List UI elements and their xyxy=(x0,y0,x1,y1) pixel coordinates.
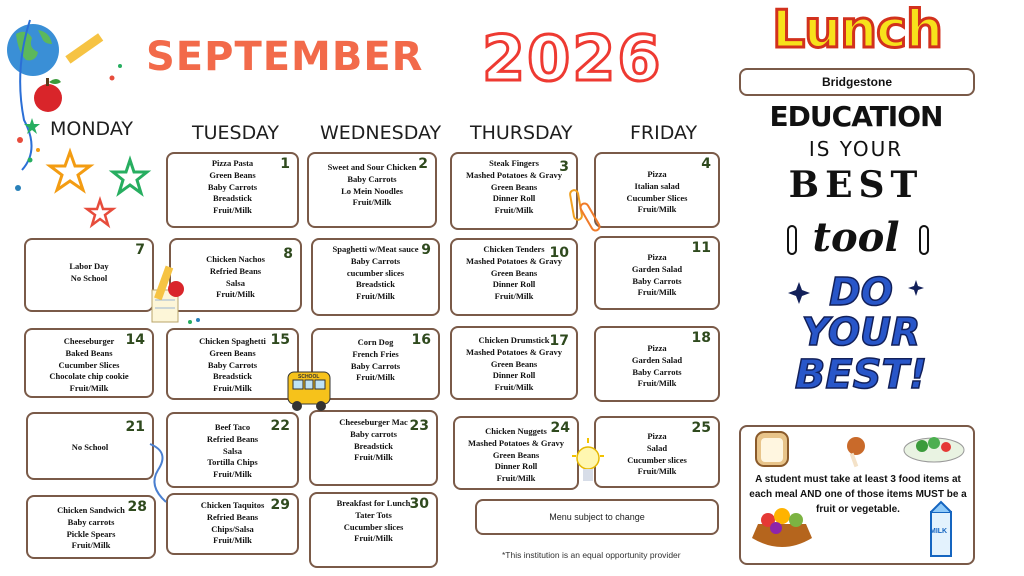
day-cell-28 xyxy=(26,495,156,559)
menu-item: Pizza Pasta xyxy=(211,158,254,168)
menu-item: Breadstick xyxy=(212,193,253,204)
menu-item: Baby Carrots xyxy=(207,181,258,192)
motto-line-2: YOUR xyxy=(801,310,921,354)
menu-item: Baby carrots xyxy=(350,428,397,439)
equal-opportunity-footer: *This institution is an equal opportunity provider xyxy=(502,550,681,560)
menu-item: Fruit/Milk xyxy=(637,378,677,389)
menu-item: Corn Dog xyxy=(357,337,394,347)
menu-item: Fruit/Milk xyxy=(496,473,536,484)
menu-item: Mashed Potatoes & Gravy xyxy=(465,169,563,180)
menu-item: No School xyxy=(70,272,108,283)
milk-label: MILK xyxy=(930,528,948,535)
slogan-line-4: tool xyxy=(812,214,900,261)
day-number: 2 xyxy=(418,156,428,172)
bus-sign: SCHOOL xyxy=(298,374,320,380)
day-header-thursday: THURSDAY xyxy=(470,122,573,144)
menu-item: French Fries xyxy=(352,348,399,359)
slogan-line-1: EDUCATION xyxy=(769,100,943,133)
meal-rule-text: A student must take at least 3 food items at each meal AND one of those items MUST be a fruit or vegetable. xyxy=(749,474,967,515)
day-cell-22 xyxy=(166,412,299,488)
day-number: 7 xyxy=(135,242,145,258)
menu-item: Chicken Spaghetti xyxy=(199,336,266,346)
day-number: 18 xyxy=(691,330,711,346)
menu-item: Pizza xyxy=(647,169,667,179)
paperclip-icon xyxy=(568,186,608,240)
menu-item: Italian salad xyxy=(634,180,680,191)
day-number: 25 xyxy=(691,420,711,436)
menu-item: Chips/Salsa xyxy=(211,523,254,534)
day-cell-29 xyxy=(166,493,299,555)
paperclip-icon xyxy=(784,220,934,270)
menu-item: Baby Carrots xyxy=(632,366,682,377)
menu-item: Pizza xyxy=(647,252,667,262)
menu-item: Lo Mein Noodles xyxy=(341,185,403,196)
day-number: 24 xyxy=(550,420,570,436)
day-number: 1 xyxy=(280,156,290,172)
day-cell-9 xyxy=(311,238,440,316)
menu-item: Fruit/Milk xyxy=(637,466,677,477)
day-cell-7 xyxy=(24,238,154,312)
menu-item: Green Beans xyxy=(209,347,256,358)
menu-item: Fruit/Milk xyxy=(213,205,252,216)
menu-item: Cucumber slices xyxy=(343,521,404,532)
menu-item: Fruit/Milk xyxy=(71,540,111,551)
menu-item: Chicken Taquitos xyxy=(200,500,265,510)
menu-item: Tater Tots xyxy=(355,509,392,520)
day-number: 4 xyxy=(701,156,711,172)
menu-item: Green Beans xyxy=(492,449,540,460)
menu-item: Fruit/Milk xyxy=(352,197,392,208)
menu-item: Fruit/Milk xyxy=(494,205,534,216)
menu-item: Cheeseburger Mac xyxy=(339,417,408,427)
menu-item: Fruit/Milk xyxy=(213,383,252,394)
menu-item: Garden Salad xyxy=(631,354,683,365)
day-cell-17 xyxy=(450,326,578,400)
menu-item: Green Beans xyxy=(490,358,538,369)
menu-item: Baby Carrots xyxy=(632,275,682,286)
lunch-heading: Lunch xyxy=(772,0,943,60)
day-number: 9 xyxy=(421,242,431,258)
menu-item: Garden Salad xyxy=(631,263,683,274)
day-cell-4 xyxy=(594,152,720,228)
menu-item: Tortilla Chips xyxy=(207,457,258,468)
menu-item: Dinner Roll xyxy=(492,370,536,381)
day-number: 3 xyxy=(559,159,569,175)
day-cell-18 xyxy=(594,326,720,402)
menu-item: Baked Beans xyxy=(65,347,113,358)
lightbulb-icon xyxy=(568,434,608,494)
day-number: 15 xyxy=(270,332,290,348)
menu-item: Chicken Nuggets xyxy=(485,426,547,436)
menu-item: Breadstick xyxy=(355,279,396,290)
day-cell-24 xyxy=(453,416,579,490)
menu-item: Chicken Nachos xyxy=(206,254,265,264)
day-header-wednesday: WEDNESDAY xyxy=(320,122,442,144)
menu-item: Pizza xyxy=(647,343,667,353)
menu-item: Dinner Roll xyxy=(494,461,538,472)
menu-item: Fruit/Milk xyxy=(494,291,534,302)
menu-item: Cucumber Slices xyxy=(626,192,688,203)
day-cell-25 xyxy=(594,416,720,488)
day-cell-3 xyxy=(450,152,578,230)
day-cell-11 xyxy=(594,236,720,310)
menu-item: Fruit/Milk xyxy=(69,383,109,394)
menu-item: Steak Fingers xyxy=(489,158,539,168)
day-cell-10 xyxy=(450,238,578,316)
menu-item: cucumber slices xyxy=(346,267,405,278)
month-title: SEPTEMBER xyxy=(146,34,424,80)
menu-item: Spaghetti w/Meat sauce xyxy=(332,244,419,254)
menu-item: Fruit/Milk xyxy=(354,452,393,463)
menu-item: Fruit/Milk xyxy=(213,535,252,546)
menu-item: Refried Beans xyxy=(206,511,259,522)
menu-item: Breadstick xyxy=(353,440,394,451)
menu-item: Fruit/Milk xyxy=(356,372,395,383)
menu-item: Baby Carrots xyxy=(207,359,258,370)
sparkle-icon xyxy=(786,276,936,316)
menu-item: Cucumber slices xyxy=(627,454,687,465)
day-number: 10 xyxy=(549,245,569,261)
day-header-tuesday: TUESDAY xyxy=(192,122,280,144)
menu-item: Pickle Spears xyxy=(66,528,116,539)
menu-item: Cheeseburger xyxy=(63,336,115,346)
day-header-monday: MONDAY xyxy=(50,118,133,140)
day-number: 8 xyxy=(283,246,293,262)
day-cell-15 xyxy=(166,328,299,400)
menu-item: Green Beans xyxy=(209,169,256,180)
day-number: 29 xyxy=(270,497,290,513)
day-cell-21 xyxy=(26,412,154,480)
menu-item: Mashed Potatoes & Gravy xyxy=(465,346,563,357)
day-cell-23 xyxy=(309,410,438,486)
menu-item: Fruit/Milk xyxy=(354,533,393,544)
menu-item: Chicken Sandwich xyxy=(57,505,125,515)
menu-item: Fruit/Milk xyxy=(216,289,255,300)
menu-item: Breakfast for Lunch xyxy=(336,498,411,508)
day-number: 22 xyxy=(270,418,290,434)
menu-item: Fruit/Milk xyxy=(356,291,395,302)
menu-item: Salad xyxy=(646,442,668,453)
pencil-notepad-icon xyxy=(150,260,210,330)
day-number: 21 xyxy=(125,419,145,435)
menu-item: Fruit/Milk xyxy=(637,287,677,298)
motto-line-1: DO xyxy=(829,270,893,314)
menu-item: Green Beans xyxy=(490,181,538,192)
menu-item: Baby carrots xyxy=(67,516,115,527)
day-header-friday: FRIDAY xyxy=(630,122,698,144)
menu-item: No School xyxy=(71,442,109,452)
day-number: 23 xyxy=(409,418,429,434)
year-title: 2026 xyxy=(482,22,663,95)
motto-line-3: BEST! xyxy=(794,352,928,398)
menu-item: Baby Carrots xyxy=(350,360,401,371)
menu-item: Dinner Roll xyxy=(492,279,536,290)
menu-item: Dinner Roll xyxy=(492,193,536,204)
day-number: 30 xyxy=(409,496,429,512)
day-number: 17 xyxy=(549,333,569,349)
menu-item: Green Beans xyxy=(490,267,538,278)
menu-item: Breadstick xyxy=(212,371,253,382)
menu-item: Labor Day xyxy=(69,261,109,271)
school-name: Bridgestone xyxy=(739,68,975,96)
menu-item: Baby Carrots xyxy=(347,173,397,184)
menu-item: Refried Beans xyxy=(209,265,262,276)
day-number: 11 xyxy=(691,240,711,256)
day-cell-30 xyxy=(309,492,438,568)
menu-item: Mashed Potatoes & Gravy xyxy=(465,255,563,266)
menu-item: Fruit/Milk xyxy=(494,382,534,393)
day-cell-14 xyxy=(24,328,154,398)
menu-item: Chocolate chip cookie xyxy=(49,371,129,382)
day-cell-2 xyxy=(307,152,437,228)
menu-item: Salsa xyxy=(226,277,245,288)
menu-item: Pizza xyxy=(647,431,667,441)
menu-item: Beef Taco xyxy=(214,422,251,432)
menu-item: Mashed Potatoes & Gravy xyxy=(467,437,565,448)
day-number: 16 xyxy=(411,332,431,348)
menu-item: Chicken Drumstick xyxy=(478,335,550,345)
day-number: 14 xyxy=(125,332,145,348)
menu-item: Baby Carrots xyxy=(350,255,401,266)
menu-item: Fruit/Milk xyxy=(213,469,252,480)
menu-item: Fruit/Milk xyxy=(637,204,677,215)
menu-item: Sweet and Sour Chicken xyxy=(327,162,417,172)
menu-item: Cucumber Slices xyxy=(58,359,120,370)
menu-change-note: Menu subject to change xyxy=(475,499,719,535)
menu-item: Salsa xyxy=(223,445,242,456)
day-number: 28 xyxy=(127,499,147,515)
menu-item: Refried Beans xyxy=(206,433,259,444)
menu-item: Chicken Tenders xyxy=(483,244,545,254)
slogan-line-2: IS YOUR xyxy=(808,137,904,161)
day-cell-1 xyxy=(166,152,299,228)
slogan-line-3: BEST xyxy=(788,164,924,206)
paperclip-icon xyxy=(140,440,180,510)
